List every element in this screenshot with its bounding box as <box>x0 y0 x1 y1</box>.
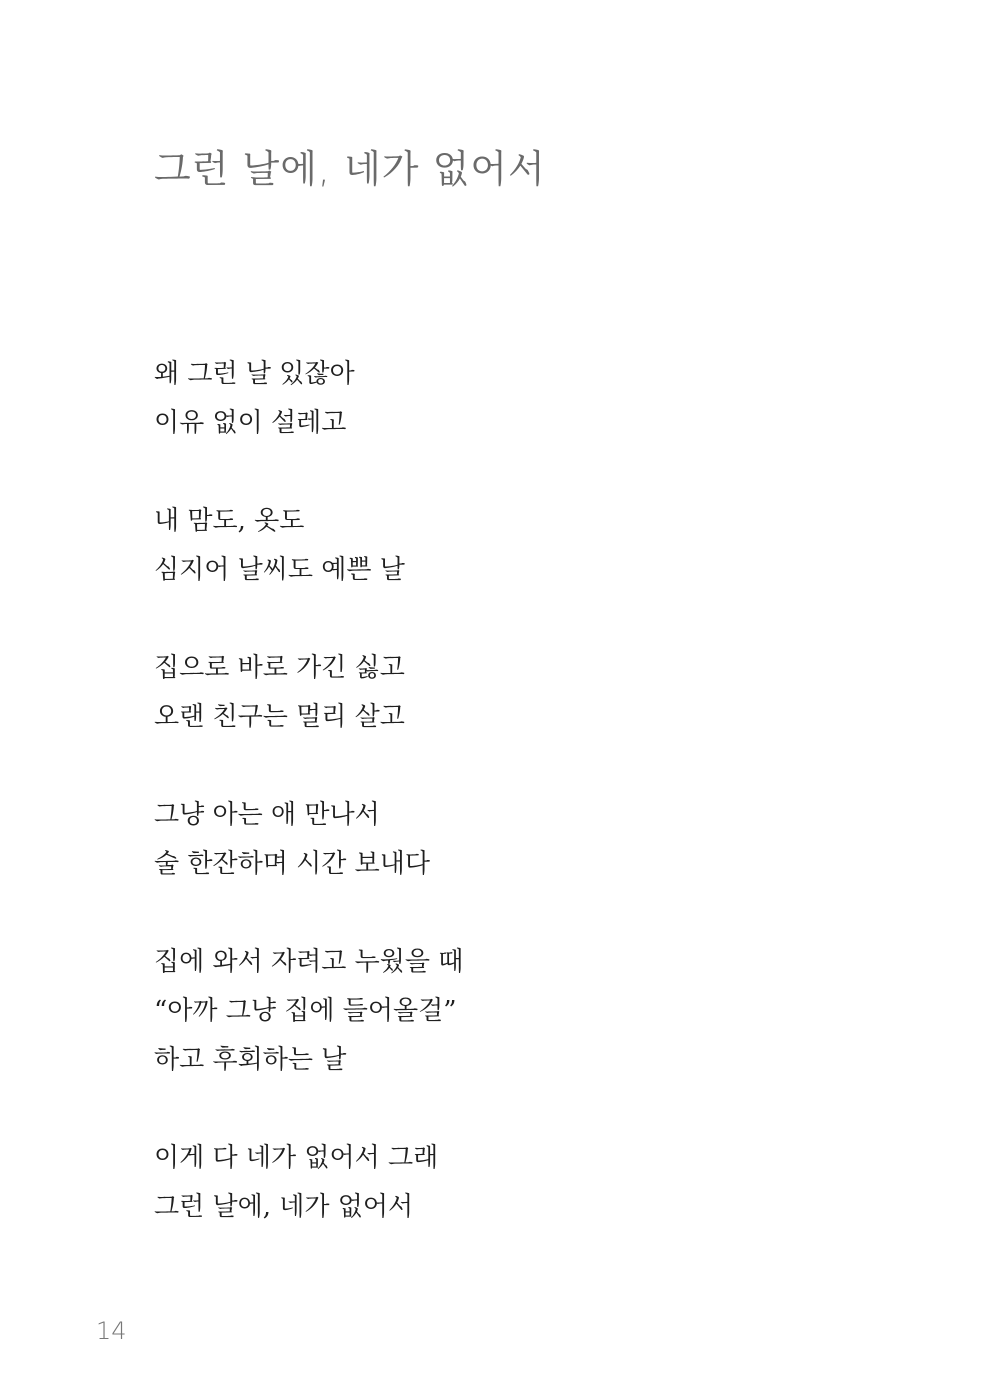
poem-line: 그냥 아는 애 만나서 <box>154 800 380 830</box>
poem-line: 그런 날에, 네가 없어서 <box>154 1192 414 1222</box>
poem-line: 왜 그런 날 있잖아 <box>154 359 355 389</box>
poem-line: 내 맘도, 옷도 <box>154 506 305 536</box>
poem-line: 이게 다 네가 없어서 그래 <box>154 1143 439 1173</box>
poem-line: 이유 없이 설레고 <box>154 408 347 438</box>
poem-line: 심지어 날씨도 예쁜 날 <box>154 555 405 585</box>
stanza <box>154 644 854 742</box>
poem-line: 하고 후회하는 날 <box>154 1045 347 1075</box>
stanza <box>154 497 854 595</box>
stanza <box>154 350 854 448</box>
page-number: 14 <box>96 1317 127 1345</box>
poem-line: 집에 와서 자려고 누웠을 때 <box>154 947 464 977</box>
poem-title: 그런 날에, 네가 없어서 <box>154 147 546 191</box>
poem-line: 오랜 친구는 멀리 살고 <box>154 702 405 732</box>
poem-line: 술 한잔하며 시간 보내다 <box>154 849 430 879</box>
stanza <box>154 791 854 889</box>
poem-body <box>154 350 854 1232</box>
poem-line: 집으로 바로 가긴 싫고 <box>154 653 405 683</box>
stanza <box>154 1134 854 1232</box>
stanza <box>154 938 854 1085</box>
poem-line: “아까 그냥 집에 들어올걸” <box>154 996 457 1026</box>
